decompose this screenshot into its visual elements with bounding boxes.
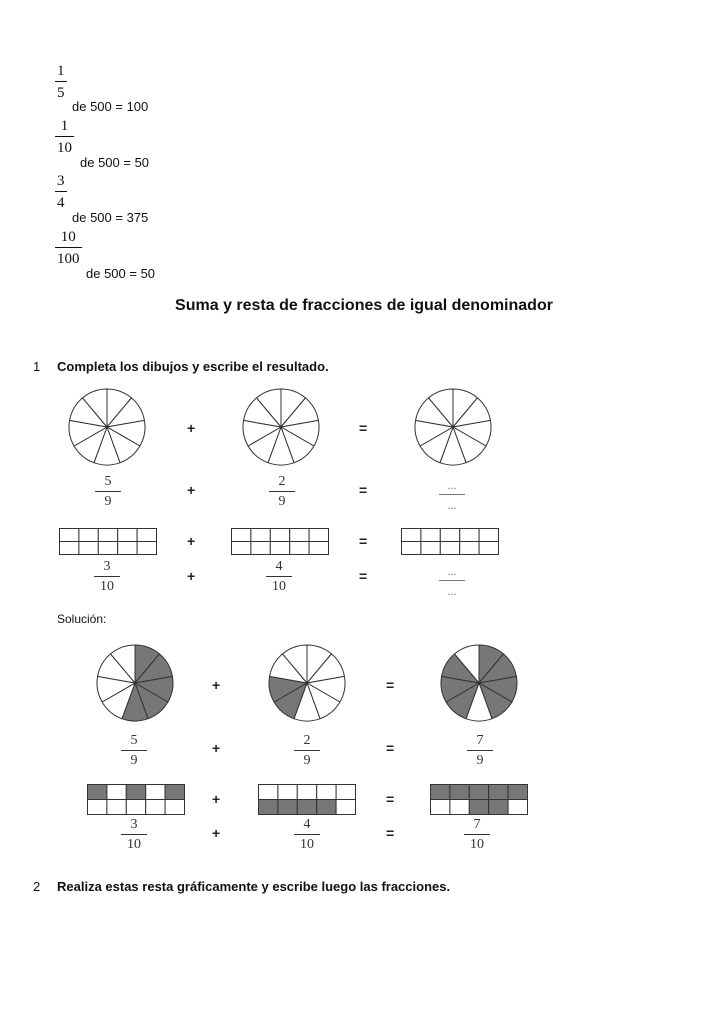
denominator: 9 — [104, 494, 112, 509]
fraction-10-100 — [55, 228, 82, 268]
grid-cell — [508, 800, 527, 815]
circle-blank-2 — [242, 388, 322, 468]
plus-sign: + — [212, 740, 221, 756]
plus-sign: + — [187, 482, 196, 498]
grid-cell — [98, 542, 117, 555]
grid-cell — [450, 785, 469, 800]
grid-cell — [165, 785, 184, 800]
grid-cell — [270, 529, 289, 542]
plus-sign: + — [212, 677, 221, 693]
grid-cell — [479, 529, 498, 542]
denominator: 5 — [57, 85, 65, 101]
numerator-blank: ... — [447, 564, 457, 578]
grid-cell — [232, 529, 251, 542]
denominator: 10 — [127, 837, 141, 852]
fraction-bar — [55, 191, 67, 192]
fraction-bar — [269, 491, 295, 492]
grid-cell — [278, 800, 297, 815]
circle-solution-2-9 — [268, 644, 348, 724]
grid-cell — [450, 800, 469, 815]
fraction-bar — [294, 834, 320, 835]
grid-cell — [259, 800, 278, 815]
fraction-bar — [55, 136, 74, 137]
fraction-bar — [439, 494, 465, 495]
grid-cell — [98, 529, 117, 542]
numerator: 5 — [104, 474, 112, 489]
grid-cell — [165, 800, 184, 815]
grid-cell — [107, 785, 126, 800]
denominator-blank: ... — [447, 498, 457, 512]
grid-cell — [460, 529, 479, 542]
circle-solution-5-9 — [96, 644, 176, 724]
grid-cell — [137, 529, 156, 542]
fraction-bar — [467, 750, 493, 751]
denominator: 9 — [130, 753, 138, 768]
grid-cell — [402, 529, 421, 542]
grid-cell — [118, 529, 137, 542]
denominator: 10 — [470, 837, 484, 852]
fraction-4-10-solution — [292, 817, 322, 853]
numerator: 3 — [57, 173, 65, 189]
fraction-5-9-solution — [119, 733, 149, 769]
grid-cell — [79, 542, 98, 555]
grid-cell — [336, 785, 355, 800]
equals-sign: = — [359, 533, 368, 549]
numerator: 5 — [130, 733, 138, 748]
grid-cell — [60, 529, 79, 542]
numerator: 2 — [303, 733, 311, 748]
grid-cell — [297, 785, 316, 800]
denominator: 4 — [57, 195, 65, 211]
grid-cell — [469, 785, 488, 800]
numerator: 3 — [103, 559, 111, 574]
solution-label: Solución: — [57, 612, 107, 626]
grid-cell — [290, 529, 309, 542]
grid-cell — [309, 542, 328, 555]
fraction-blank-answer[interactable] — [437, 563, 467, 599]
grid-cell — [508, 785, 527, 800]
grid-cell — [431, 785, 450, 800]
fraction-1-5-text: de 500 = 100 — [72, 99, 149, 114]
grid-cell — [290, 542, 309, 555]
grid-cell — [60, 542, 79, 555]
circle-blank-3 — [414, 388, 494, 468]
fraction-3-4-text: de 500 = 375 — [72, 210, 149, 225]
numerator: 7 — [473, 817, 481, 832]
bar-solution-7-10 — [430, 784, 530, 816]
grid-cell — [421, 542, 440, 555]
denominator: 9 — [278, 494, 286, 509]
circle-blank-1 — [68, 388, 148, 468]
numerator: 4 — [303, 817, 311, 832]
grid-cell — [317, 785, 336, 800]
fraction-3-10-solution — [119, 817, 149, 853]
denominator-blank: ... — [447, 584, 457, 598]
bar-blank-1 — [59, 528, 159, 556]
grid-cell — [278, 785, 297, 800]
fraction-bar — [266, 576, 292, 577]
grid-cell — [137, 542, 156, 555]
grid-cell — [251, 529, 270, 542]
circle-solution-7-9 — [440, 644, 520, 724]
grid-cell — [309, 529, 328, 542]
numerator: 4 — [275, 559, 283, 574]
grid-cell — [336, 800, 355, 815]
exercise-1-text: Completa los dibujos y escribe el resultado. — [57, 359, 329, 374]
grid-cell — [126, 800, 145, 815]
denominator: 9 — [303, 753, 311, 768]
numerator: 3 — [130, 817, 138, 832]
equals-sign: = — [386, 740, 395, 756]
fraction-bar — [95, 491, 121, 492]
numerator: 1 — [60, 118, 69, 134]
grid-cell — [440, 529, 459, 542]
grid-cell — [259, 785, 278, 800]
plus-sign: + — [212, 825, 221, 841]
grid-cell — [317, 800, 336, 815]
bar-solution-4-10 — [258, 784, 358, 816]
equals-sign: = — [386, 825, 395, 841]
grid-cell — [270, 542, 289, 555]
fraction-bar — [121, 834, 147, 835]
grid-cell — [88, 800, 107, 815]
grid-cell — [421, 529, 440, 542]
numerator: 2 — [278, 474, 286, 489]
grid-cell — [107, 800, 126, 815]
numerator: 1 — [57, 63, 65, 79]
exercise-1-number: 1 — [33, 359, 41, 374]
fraction-1-10-text: de 500 = 50 — [80, 155, 150, 170]
grid-cell — [489, 785, 508, 800]
denominator: 9 — [476, 753, 484, 768]
fraction-bar — [294, 750, 320, 751]
grid-cell — [431, 800, 450, 815]
grid-cell — [118, 542, 137, 555]
numerator: 10 — [60, 229, 76, 245]
fraction-bar — [55, 247, 82, 248]
grid-cell — [146, 800, 165, 815]
fraction-bar — [94, 576, 120, 577]
grid-cell — [126, 785, 145, 800]
grid-cell — [251, 542, 270, 555]
bar-blank-2 — [231, 528, 331, 556]
numerator-blank: ... — [447, 478, 457, 492]
plus-sign: + — [187, 533, 196, 549]
grid-cell — [489, 800, 508, 815]
equals-sign: = — [359, 482, 368, 498]
fraction-5-9 — [93, 474, 123, 510]
denominator: 10 — [300, 837, 314, 852]
plus-sign: + — [187, 420, 196, 436]
exercise-2-number: 2 — [33, 879, 41, 894]
fraction-bar — [439, 580, 465, 581]
bar-solution-3-10 — [87, 784, 187, 816]
fraction-blank-answer[interactable] — [437, 477, 467, 513]
denominator: 10 — [272, 579, 286, 594]
fraction-10-100-text: de 500 = 50 — [86, 266, 156, 281]
fraction-2-9-solution — [292, 733, 322, 769]
grid-cell — [460, 542, 479, 555]
equals-sign: = — [359, 420, 368, 436]
fraction-7-9-solution — [465, 733, 495, 769]
exercise-2-text: Realiza estas resta gráficamente y escribe luego las fracciones. — [57, 879, 451, 894]
grid-cell — [146, 785, 165, 800]
grid-cell — [479, 542, 498, 555]
fraction-3-4 — [55, 172, 67, 212]
fraction-4-10 — [264, 559, 294, 595]
grid-cell — [402, 542, 421, 555]
grid-cell — [297, 800, 316, 815]
denominator: 10 — [57, 140, 72, 156]
denominator: 100 — [57, 251, 80, 267]
plus-sign: + — [212, 791, 221, 807]
plus-sign: + — [187, 568, 196, 584]
grid-cell — [88, 785, 107, 800]
page-title: Suma y resta de fracciones de igual denominador — [175, 297, 553, 314]
fraction-bar — [55, 81, 67, 82]
fraction-1-5 — [55, 62, 67, 102]
fraction-bar — [121, 750, 147, 751]
fraction-bar — [464, 834, 490, 835]
fraction-1-10 — [55, 117, 74, 157]
equals-sign: = — [359, 568, 368, 584]
numerator: 7 — [476, 733, 484, 748]
equals-sign: = — [386, 677, 395, 693]
grid-cell — [79, 529, 98, 542]
fraction-3-10 — [92, 559, 122, 595]
grid-cell — [469, 800, 488, 815]
equals-sign: = — [386, 791, 395, 807]
grid-cell — [440, 542, 459, 555]
grid-cell — [232, 542, 251, 555]
fraction-7-10-solution — [462, 817, 492, 853]
denominator: 10 — [100, 579, 114, 594]
bar-blank-3 — [401, 528, 501, 556]
fraction-2-9 — [267, 474, 297, 510]
